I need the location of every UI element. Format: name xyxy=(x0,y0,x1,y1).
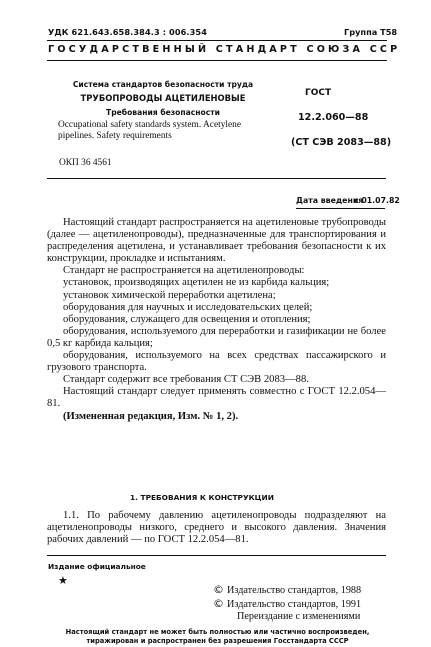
udk-code: УДК 621.643.658.384.3 : 006.354 xyxy=(48,27,208,37)
copyright-text: Издательство стандартов, 1991 xyxy=(227,599,362,610)
exclusion-item: установок, производящих ацетилен не из карбида кальция; xyxy=(63,277,330,289)
standards-system-name: Система стандартов безопасности труда xyxy=(72,80,254,89)
title-rule xyxy=(47,178,386,179)
intro-paragraph: Настоящий стандарт распространяется на ацетиленовые трубопроводы (далее — ацетиленопроводы), предназначенные для транспортирования и распределения ацетилена, и устанавливает требования безопасности к их конструкции, прокладке и испытаниям. xyxy=(47,217,386,265)
section-paragraph: 1.1. По рабочему давлению ацетиленопроводы подразделяют на ацетиленопроводы низкого, среднего и высокого давления. Значения рабочих давлений — по ГОСТ 12.2.054—81. xyxy=(47,510,386,546)
joint-use-paragraph: Настоящий стандарт следует применять совместно с ГОСТ 12.2.054—81. xyxy=(47,386,386,410)
copyright-line xyxy=(213,583,361,596)
reprint-note: Переиздание с изменениями xyxy=(237,611,361,622)
contains-paragraph: Стандарт содержит все требования СТ СЭВ 2083—88. xyxy=(63,374,309,386)
edition-note: (Измененная редакция, Изм. № 1, 2). xyxy=(63,410,239,422)
section-heading: 1. ТРЕБОВАНИЯ К КОНСТРУКЦИИ xyxy=(130,493,274,502)
english-title: Occupational safety standards system. Acetylene pipelines. Safety requirements xyxy=(58,120,242,141)
top-rule xyxy=(47,40,387,41)
document-subtitle: Требования безопасности xyxy=(106,108,220,117)
date-value: с 01.07.82 xyxy=(354,196,400,205)
copyright-line xyxy=(213,597,361,610)
exclusion-item: оборудования, используемого на всех средствах пассажирского и грузового транспорта. xyxy=(47,350,386,374)
official-edition-label: Издание официальное xyxy=(48,562,146,571)
document-body xyxy=(47,217,386,423)
document-title: ТРУБОПРОВОДЫ АЦЕТИЛЕНОВЫЕ xyxy=(80,93,246,103)
date-label: Дата введения xyxy=(296,196,364,205)
copyright-icon: © xyxy=(213,583,224,596)
not-apply-paragraph: Стандарт не распространяется на ацетиленопроводы: xyxy=(63,265,305,277)
okp-code: ОКП 36 4561 xyxy=(59,158,112,168)
date-underline xyxy=(296,208,385,209)
group-code: Группа Т58 xyxy=(344,27,398,37)
gost-number: 12.2.060—88 xyxy=(298,112,369,123)
exclusion-item: оборудования для научных и исследовательских целей; xyxy=(63,301,313,313)
state-standard-title: ГОСУДАРСТВЕННЫЙ СТАНДАРТ СОЮЗА ССР xyxy=(48,44,401,55)
st-sev-number: (СТ СЭВ 2083—88) xyxy=(291,137,392,148)
copyright-text: Издательство стандартов, 1988 xyxy=(227,585,362,596)
gost-label: ГОСТ xyxy=(305,88,332,98)
footer-rule xyxy=(47,555,386,556)
exclusion-item: установок химической переработки ацетилена; xyxy=(63,289,276,301)
exclusion-item: оборудования, служащего для освещения и отопления; xyxy=(63,313,311,325)
reproduction-notice: Настоящий стандарт не может быть полностью или частично воспроизведен, тиражирован и распространен без разрешения Госстандарта СССР xyxy=(65,628,370,645)
exclusion-item: оборудования, используемого для переработки и газификации не более 0,5 кг карбида кальция; xyxy=(47,325,386,349)
header-rule xyxy=(47,60,387,61)
copyright-icon: © xyxy=(213,597,224,610)
star-icon: ★ xyxy=(58,575,68,587)
